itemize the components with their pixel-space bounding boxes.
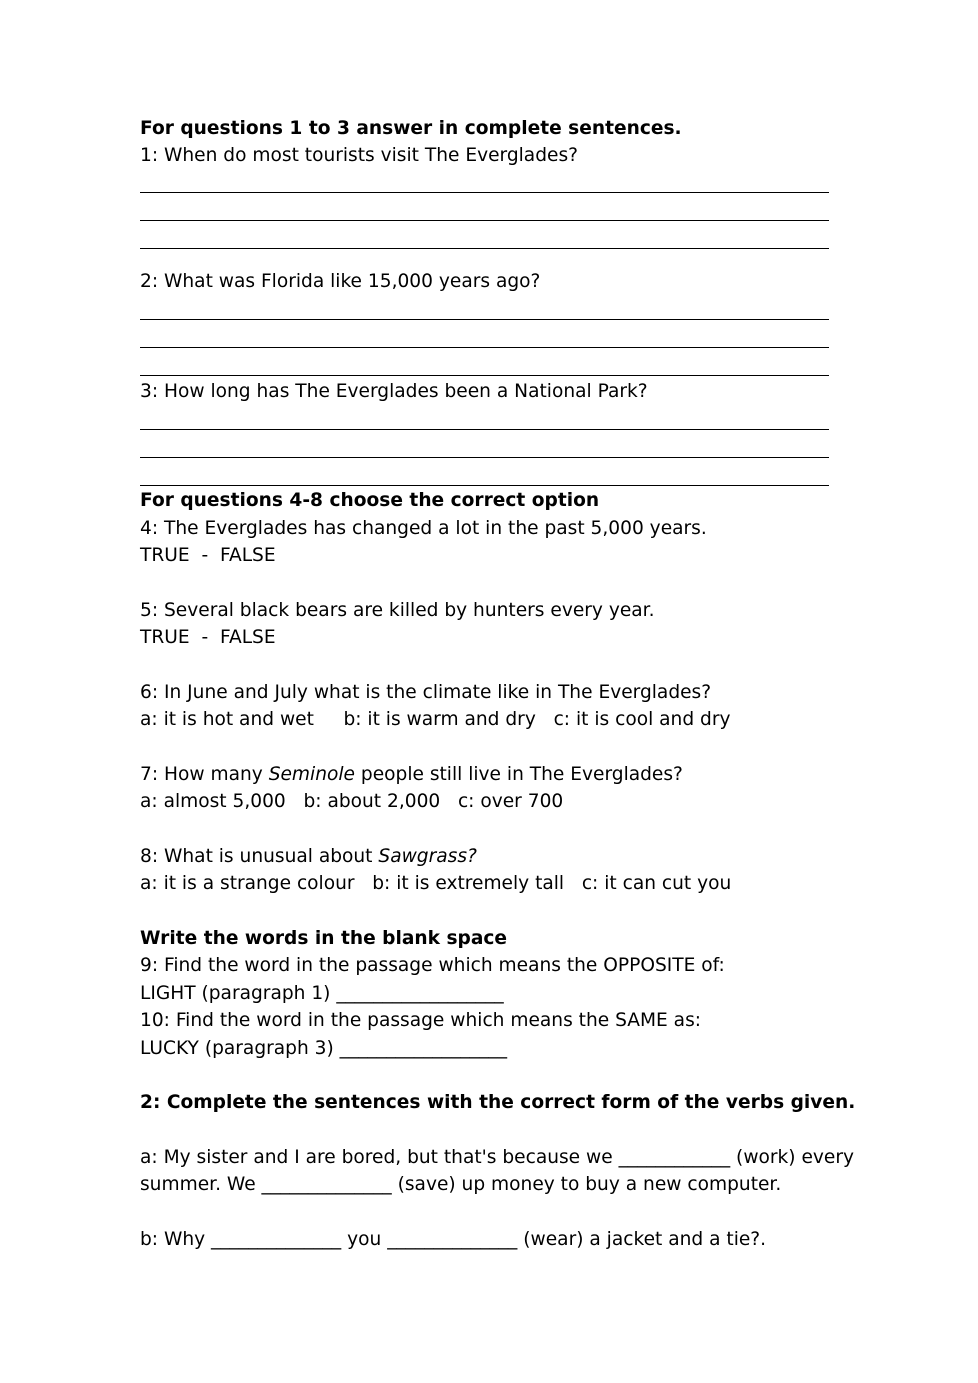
question-3: 3: How long has The Everglades been a National Park? — [140, 381, 648, 402]
question-8-term: Sawgrass? — [378, 846, 477, 867]
question-2: 2: What was Florida like 15,000 years ago? — [140, 271, 541, 292]
section3-heading: Write the words in the blank space — [140, 928, 508, 949]
question-4-options: TRUE - FALSE — [140, 545, 276, 566]
question-10-blank[interactable]: LUCKY (paragraph 3) __________________ — [140, 1038, 507, 1059]
answer-line-2a[interactable] — [140, 319, 829, 320]
question-10: 10: Find the word in the passage which means the SAME as: — [140, 1010, 702, 1031]
section1-heading: For questions 1 to 3 answer in complete sentences. — [140, 118, 682, 139]
question-7-term: Seminole — [268, 764, 355, 785]
answer-line-2c[interactable] — [140, 375, 829, 376]
sentence-b[interactable]: b: Why ______________ you ______________ (wear) a jacket and a tie?. — [140, 1229, 767, 1250]
question-6: 6: In June and July what is the climate like in The Everglades? — [140, 682, 712, 703]
answer-line-1c[interactable] — [140, 248, 829, 249]
question-8-options: a: it is a strange colour b: it is extremely tall c: it can cut you — [140, 873, 732, 894]
sentence-a-line-1[interactable]: a: My sister and I are bored, but that's because we ____________ (work) every — [140, 1147, 855, 1168]
question-7 — [140, 764, 683, 786]
question-1: 1: When do most tourists visit The Everglades? — [140, 145, 578, 166]
question-4: 4: The Everglades has changed a lot in the past 5,000 years. — [140, 518, 707, 539]
answer-line-3c[interactable] — [140, 485, 829, 486]
question-7-suffix: people still live in The Everglades? — [354, 764, 683, 785]
question-8 — [140, 846, 477, 868]
section2-heading: For questions 4-8 choose the correct option — [140, 490, 600, 511]
answer-line-3b[interactable] — [140, 457, 829, 458]
answer-line-1b[interactable] — [140, 220, 829, 221]
question-6-options: a: it is hot and wet b: it is warm and dry c: it is cool and dry — [140, 709, 731, 730]
part2-heading: 2: Complete the sentences with the correct form of the verbs given. — [140, 1092, 856, 1113]
question-5-options: TRUE - FALSE — [140, 627, 276, 648]
question-7-options: a: almost 5,000 b: about 2,000 c: over 700 — [140, 791, 564, 812]
question-7-prefix: 7: How many — [140, 764, 269, 785]
question-9-blank[interactable]: LIGHT (paragraph 1) __________________ — [140, 983, 504, 1004]
question-9: 9: Find the word in the passage which means the OPPOSITE of: — [140, 955, 725, 976]
answer-line-2b[interactable] — [140, 347, 829, 348]
question-8-prefix: 8: What is unusual about — [140, 846, 379, 867]
answer-line-1a[interactable] — [140, 192, 829, 193]
answer-line-3a[interactable] — [140, 429, 829, 430]
sentence-a-line-2[interactable]: summer. We ______________ (save) up money to buy a new computer. — [140, 1174, 782, 1195]
question-5: 5: Several black bears are killed by hunters every year. — [140, 600, 655, 621]
